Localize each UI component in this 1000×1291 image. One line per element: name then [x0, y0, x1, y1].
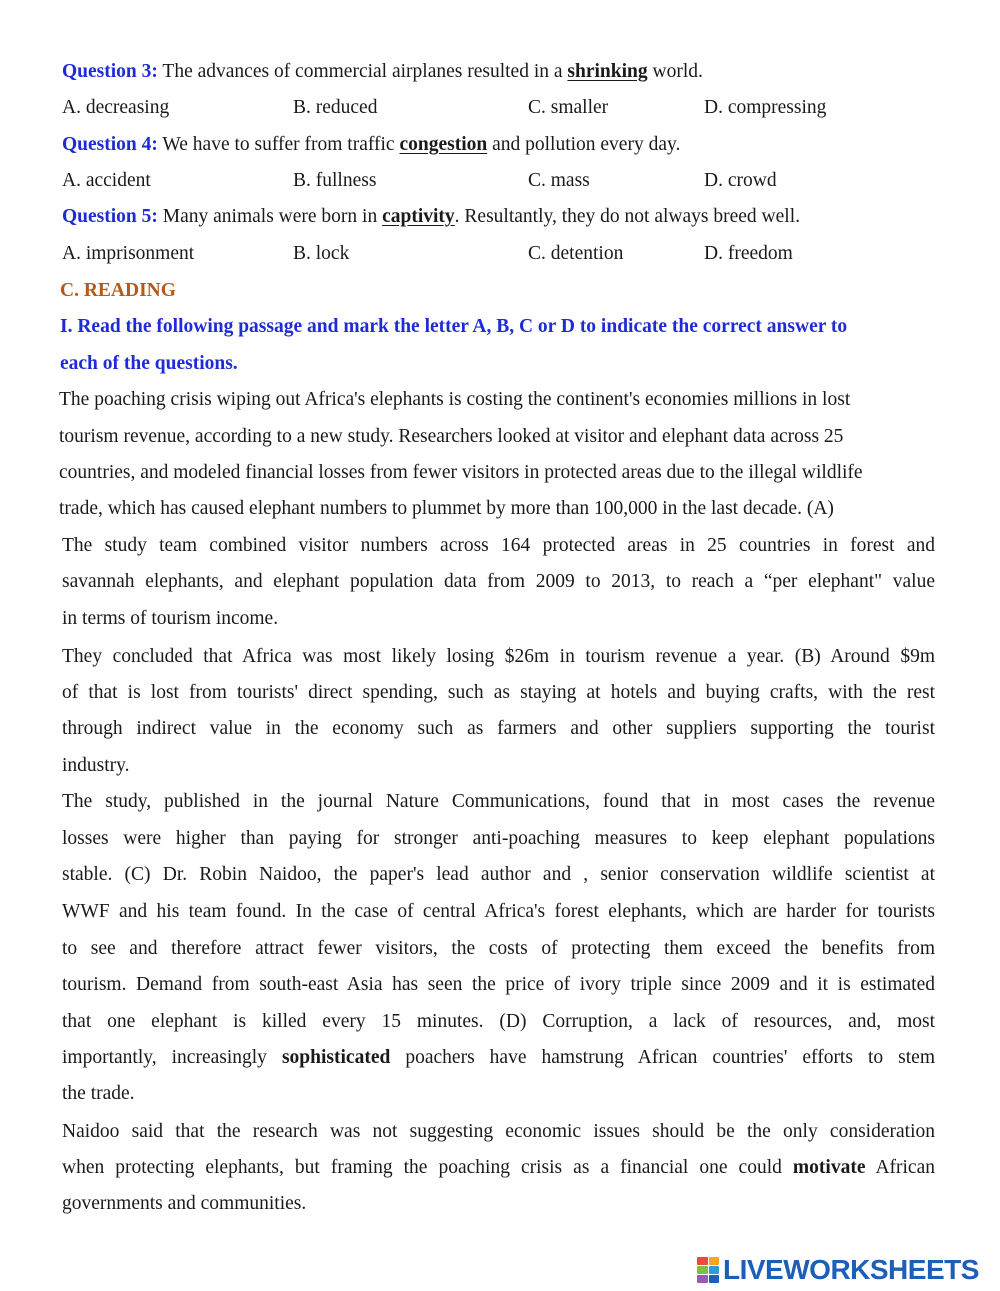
passage-text: poachers have hamstrung African countries' efforts to stem — [390, 1047, 935, 1068]
passage-line: The study team combined visitor numbers across 164 protected areas in 25 countries in forest and — [62, 535, 935, 556]
logo-block — [697, 1266, 708, 1274]
instruction-line-1: I. Read the following passage and mark the letter A, B, C or D to indicate the correct answer to — [60, 316, 848, 337]
question-text: Many animals were born in — [157, 206, 383, 227]
question-label: Question 3: — [62, 61, 158, 82]
option-a: A. decreasing — [62, 97, 170, 118]
passage-text: African — [865, 1157, 935, 1178]
question-text: and pollution every day. — [487, 134, 681, 155]
option-c: C. smaller — [528, 97, 609, 118]
passage-line: the trade. — [62, 1083, 135, 1104]
option-b: B. fullness — [293, 170, 377, 191]
passage-line: that one elephant is killed every 15 minutes. (D) Corruption, a lack of resources, and, most — [62, 1011, 935, 1032]
passage-line: losses were higher than paying for stronger anti-poaching measures to keep elephant populations — [62, 828, 935, 849]
logo-block — [697, 1257, 708, 1265]
passage-line — [62, 1046, 935, 1070]
option-c: C. mass — [528, 170, 590, 191]
question-5 — [62, 205, 800, 229]
option-b: B. lock — [293, 243, 350, 264]
passage-line: trade, which has caused elephant numbers to plummet by more than 100,000 in the last decade. (A) — [59, 498, 834, 519]
option-d: D. freedom — [704, 243, 793, 264]
passage-line: of that is lost from tourists' direct spending, such as staying at hotels and buying crafts, with the rest — [62, 682, 935, 703]
question-3 — [62, 60, 703, 84]
question-text: . Resultantly, they do not always breed well. — [454, 206, 800, 227]
passage-line — [62, 1156, 935, 1180]
option-a: A. imprisonment — [62, 243, 195, 264]
passage-line: countries, and modeled financial losses from fewer visitors in protected areas due to the illegal wildlife — [59, 462, 863, 483]
option-d: D. compressing — [704, 97, 827, 118]
passage-line: They concluded that Africa was most likely losing $26m in tourism revenue a year. (B) Around $9m — [62, 646, 935, 667]
logo-mark-icon — [697, 1257, 719, 1283]
passage-line: tourism revenue, according to a new study. Researchers looked at visitor and elephant data across 25 — [59, 426, 844, 447]
passage-line: The poaching crisis wiping out Africa's elephants is costing the continent's economies millions in lost — [59, 389, 851, 410]
question-text: The advances of commercial airplanes resulted in a — [157, 61, 568, 82]
logo-text: LIVEWORKSHEETS — [723, 1254, 979, 1285]
question-label: Question 5: — [62, 206, 158, 227]
passage-keyword: motivate — [792, 1157, 866, 1178]
logo-block — [697, 1275, 708, 1283]
question-keyword: captivity — [382, 206, 455, 227]
question-label: Question 4: — [62, 134, 158, 155]
passage-line: Naidoo said that the research was not suggesting economic issues should be the only consideration — [62, 1121, 935, 1142]
question-keyword: congestion — [399, 134, 488, 155]
passage-line: through indirect value in the economy such as farmers and other suppliers supporting the tourist — [62, 718, 935, 739]
passage-line: tourism. Demand from south-east Asia has seen the price of ivory triple since 2009 and it is estimated — [62, 974, 935, 995]
question-keyword: shrinking — [567, 61, 648, 82]
question-text: world. — [647, 61, 703, 82]
question-4 — [62, 133, 680, 157]
passage-line: The study, published in the journal Nature Communications, found that in most cases the revenue — [62, 791, 935, 812]
passage-text: when protecting elephants, but framing the poaching crisis as a financial one could — [62, 1157, 793, 1178]
option-c: C. detention — [528, 243, 624, 264]
passage-line: savannah elephants, and elephant population data from 2009 to 2013, to reach a “per elephant" value — [62, 571, 935, 592]
passage-line: in terms of tourism income. — [62, 608, 279, 629]
passage-line: industry. — [62, 755, 130, 776]
passage-keyword: sophisticated — [281, 1047, 391, 1068]
option-d: D. crowd — [704, 170, 777, 191]
passage-line: stable. (C) Dr. Robin Naidoo, the paper's lead author and , senior conservation wildlife scientist at — [62, 864, 935, 885]
instruction-line-2: each of the questions. — [60, 353, 238, 374]
option-b: B. reduced — [293, 97, 378, 118]
logo-block — [709, 1275, 720, 1283]
passage-text: importantly, increasingly — [62, 1047, 282, 1068]
logo-block — [709, 1266, 720, 1274]
question-text: We have to suffer from traffic — [157, 134, 400, 155]
passage-line: to see and therefore attract fewer visitors, the costs of protecting them exceed the benefits from — [62, 938, 935, 959]
section-title: C. READING — [60, 280, 176, 301]
passage-line: WWF and his team found. In the case of central Africa's forest elephants, which are harder for tourists — [62, 901, 935, 922]
logo-block — [709, 1257, 720, 1265]
passage-line: governments and communities. — [62, 1193, 307, 1214]
option-a: A. accident — [62, 170, 151, 191]
liveworksheets-logo — [697, 1255, 979, 1285]
